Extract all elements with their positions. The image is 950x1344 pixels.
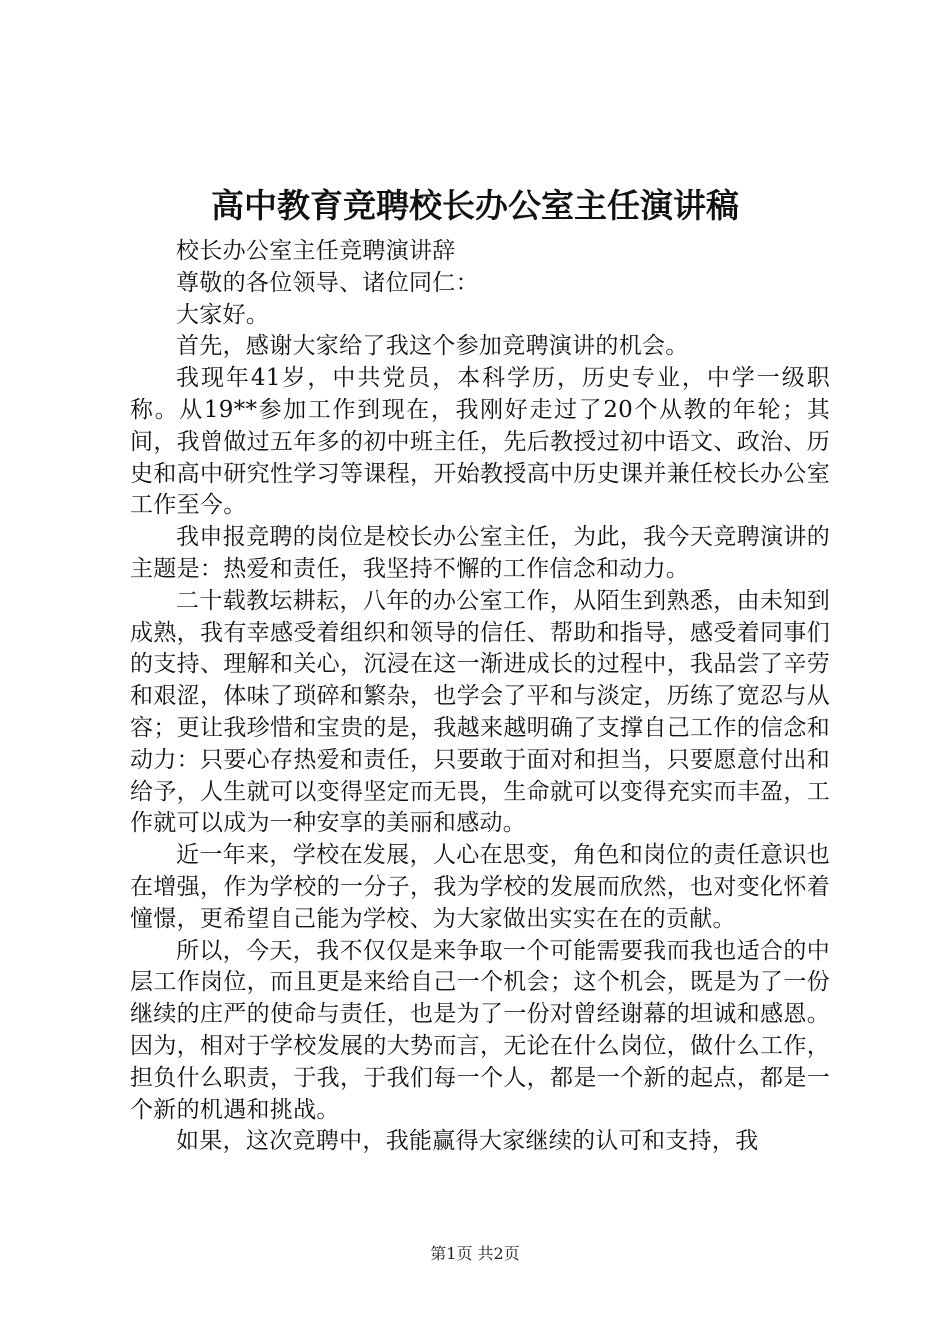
paragraph: 首先，感谢大家给了我这个参加竞聘演讲的机会。: [176, 333, 689, 360]
page-footer: 第1页 共2页: [430, 1244, 520, 1263]
paragraph: 近一年来，学校在发展，人心在思变，角色和岗位的责任意识也在增强，作为学校的一分子，我为学校的发展而欣然，也对变化怀着憧憬，更希望自己能为学校、为大家做出实实在在的贡献。: [130, 842, 830, 932]
paragraph: 大家好。: [176, 301, 270, 328]
document-title: 高中教育竞聘校长办公室主任演讲稿: [211, 186, 739, 225]
paragraph: 二十载教坛耕耘，八年的办公室工作，从陌生到熟悉，由未知到成熟，我有幸感受着组织和领导的信任、帮助和指导，感受着同事们的支持、理解和关心，沉浸在这一渐进成长的过程中，我品尝了辛劳和艰涩，体味了琐碎和繁杂，也学会了平和与淡定，历练了宽忍与从容；更让我珍惜和宝贵的是，我越来越明确了支撑自己工作的信念和动力：只要心存热爱和责任，只要敢于面对和担当，只要愿意付出和给予，人生就可以变得坚定而无畏，生命就可以变得充实而丰盈，工作就可以成为一种安享的美丽和感动。: [130, 587, 830, 837]
paragraph: 校长办公室主任竞聘演讲辞: [176, 238, 456, 264]
paragraph: 如果，这次竞聘中，我能赢得大家继续的认可和支持，我: [176, 1128, 759, 1155]
paragraph: 我申报竞聘的岗位是校长办公室主任，为此，我今天竞聘演讲的主题是：热爱和责任，我坚持不懈的工作信念和动力。: [130, 524, 830, 582]
paragraph: 我现年41岁，中共党员，本科学历，历史专业，中学一级职称。从19**参加工作到现在，我刚好走过了20个从教的年轮；其间，我曾做过五年多的初中班主任，先后教授过初中语文、政治、历史和高中研究性学习等课程，开始教授高中历史课并兼任校长办公室工作至今。: [130, 365, 830, 519]
paragraph: 尊敬的各位领导、诸位同仁：: [176, 269, 479, 296]
document-body: [130, 236, 830, 1158]
paragraph: 所以，今天，我不仅仅是来争取一个可能需要我而我也适合的中层工作岗位，而且更是来给自己一个机会；这个机会，既是为了一份继续的庄严的使命与责任，也是为了一份对曾经谢幕的坦诚和感恩。因为，相对于学校发展的大势而言，无论在什么岗位，做什么工作，担负什么职责，于我，于我们每一个人，都是一个新的起点，都是一个新的机遇和挑战。: [130, 937, 830, 1123]
